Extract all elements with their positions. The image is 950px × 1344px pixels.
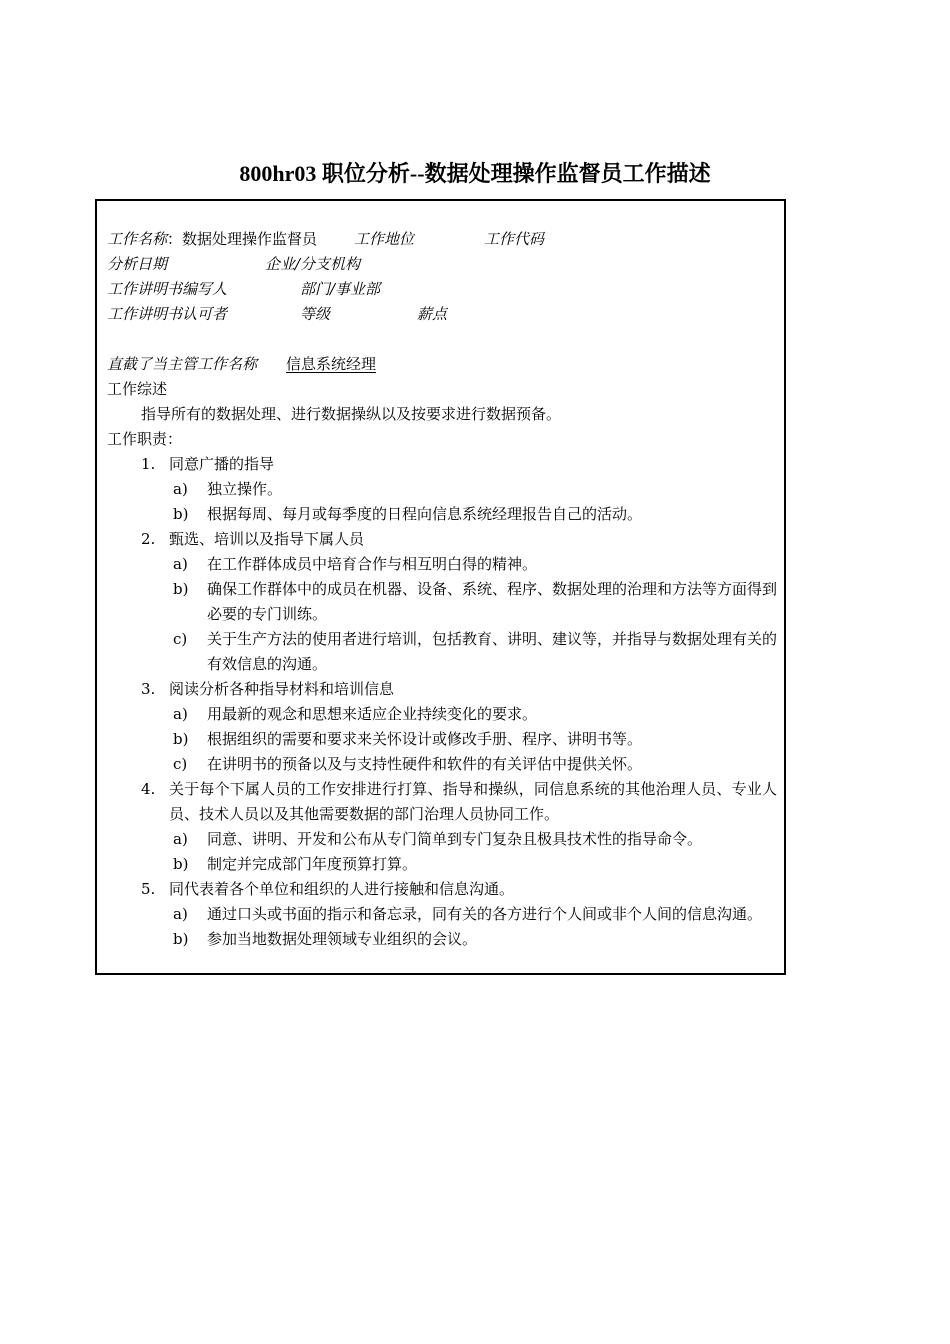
subitem-text: 同意、讲明、开发和公布从专门简单到专门复杂且极具技术性的指导命令。 [207, 830, 703, 848]
job-description-content [107, 227, 777, 952]
duty-item [107, 527, 777, 552]
duty-text: 同意广播的指导 [169, 455, 275, 473]
subitem-letter: a) [173, 555, 188, 573]
subitem-letter: b) [173, 855, 189, 873]
duty-subitem [107, 827, 777, 852]
duty-subitem [107, 552, 777, 577]
duty-text: 甄选、培训以及指导下属人员 [169, 530, 365, 548]
supervisor-value: 信息系统经理 [286, 355, 377, 373]
subitem-letter: c) [173, 755, 188, 773]
duty-number: 4. [141, 780, 156, 798]
duty-number: 2. [141, 530, 156, 548]
company-branch-label: 企业/分支机构 [265, 255, 361, 273]
duty-item [107, 677, 777, 702]
subitem-text: 通过口头或书面的指示和备忘录，同有关的各方进行个人间或非个人间的信息沟通。 [207, 905, 763, 923]
subitem-letter: b) [173, 505, 189, 523]
subitem-letter: b) [173, 930, 189, 948]
duty-subitem [107, 727, 777, 752]
header-row-1 [107, 227, 777, 252]
page-title: 800hr03 职位分析--数据处理操作监督员工作描述 [239, 161, 711, 186]
duty-item [107, 877, 777, 902]
subitem-text: 在工作群体成员中培育合作与相互明白得的精神。 [207, 555, 538, 573]
subitem-letter: c) [173, 630, 188, 648]
duty-text: 关于每个下属人员的工作安排进行打算、指导和操纵，同信息系统的其他治理人员、专业人员、技术人员以及其他需要数据的部门治理人员协同工作。 [169, 780, 777, 823]
writer-label: 工作讲明书编写人 [107, 280, 228, 298]
grade-label: 等级 [300, 305, 331, 323]
duty-subitem [107, 752, 777, 777]
supervisor-row [107, 352, 777, 377]
duty-item [107, 777, 777, 827]
duty-subitem [107, 852, 777, 877]
subitem-letter: b) [173, 730, 189, 748]
subitem-text: 在讲明书的预备以及与支持性硬件和软件的有关评估中提供关怀。 [207, 755, 643, 773]
duty-item [107, 452, 777, 477]
summary-text: 指导所有的数据处理、进行数据操纵以及按要求进行数据预备。 [141, 405, 562, 423]
summary-heading: 工作综述 [107, 380, 168, 398]
job-name-separator: ： [167, 230, 183, 248]
subitem-text: 独立操作。 [207, 480, 283, 498]
approver-label: 工作讲明书认可者 [107, 305, 228, 323]
job-name-label: 工作名称 [107, 230, 168, 248]
duty-text: 阅读分析各种指导材料和培训信息 [169, 680, 395, 698]
subitem-letter: b) [173, 580, 189, 598]
subitem-letter: a) [173, 905, 188, 923]
header-row-4 [107, 302, 777, 327]
subitem-letter: a) [173, 830, 188, 848]
supervisor-label: 直截了当主管工作名称 [107, 355, 258, 373]
header-row-3 [107, 277, 777, 302]
job-location-label: 工作地位 [354, 230, 415, 248]
subitem-letter: a) [173, 705, 188, 723]
duty-subitem [107, 577, 777, 627]
duty-subitem [107, 477, 777, 502]
duties-heading: 工作职责： [107, 430, 183, 448]
subitem-text: 制定并完成部门年度预算打算。 [207, 855, 418, 873]
duty-subitem [107, 927, 777, 952]
subitem-text: 根据组织的需要和要求来关怀设计或修改手册、程序、讲明书等。 [207, 730, 643, 748]
duty-subitem [107, 627, 777, 677]
duty-number: 3. [141, 680, 156, 698]
subitem-text: 参加当地数据处理领域专业组织的会议。 [207, 930, 478, 948]
subitem-text: 用最新的观念和思想来适应企业持续变化的要求。 [207, 705, 538, 723]
subitem-text: 关于生产方法的使用者进行培训，包括教育、讲明、建议等，并指导与数据处理有关的有效信息的沟通。 [207, 630, 778, 673]
subitem-letter: a) [173, 480, 188, 498]
header-row-2 [107, 252, 777, 277]
job-code-label: 工作代码 [484, 230, 545, 248]
subitem-text: 根据每周、每月或每季度的日程向信息系统经理报告自己的活动。 [207, 505, 643, 523]
duty-number: 5. [141, 880, 156, 898]
duty-text: 同代表着各个单位和组织的人进行接触和信息沟通。 [169, 880, 515, 898]
job-description-frame [95, 199, 786, 975]
spacer [107, 327, 777, 352]
duty-number: 1. [141, 455, 156, 473]
salary-label: 薪点 [417, 305, 448, 323]
duty-subitem [107, 902, 777, 927]
subitem-text: 确保工作群体中的成员在机器、设备、系统、程序、数据处理的治理和方法等方面得到必要的专门训练。 [207, 580, 778, 623]
department-label: 部门/事业部 [300, 280, 381, 298]
analysis-date-label: 分析日期 [107, 255, 168, 273]
duty-subitem [107, 702, 777, 727]
duty-subitem [107, 502, 777, 527]
job-name-value: 数据处理操作监督员 [182, 230, 318, 248]
